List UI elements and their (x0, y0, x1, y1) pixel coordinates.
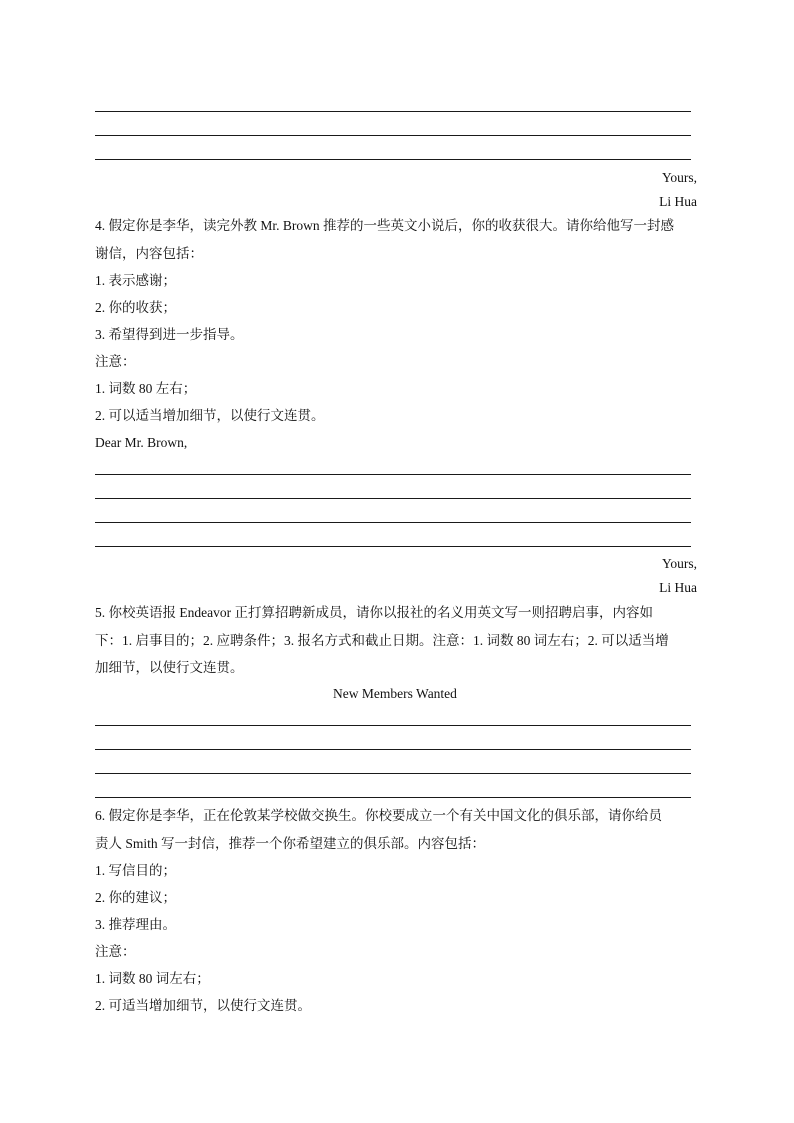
q4-closing: Yours, (661, 556, 697, 571)
q4-prompt: 4. 假定你是李华，读完外教 Mr. Brown 推荐的一些英文小说后，你的收获很大。请你给他写一封感 (95, 218, 675, 233)
q4-prompt-cont: 谢信，内容包括： (95, 246, 203, 261)
q6-prompt-cont: 责人 Smith 写一封信，推荐一个你希望建立的俱乐部。内容包括： (95, 836, 486, 851)
q6-note: 1. 词数 80 词左右； (95, 971, 210, 986)
q6-prompt: 6. 假定你是李华，正在伦敦某学校做交换生。你校要成立一个有关中国文化的俱乐部，请你给员 (95, 808, 662, 823)
q4-point: 3. 希望得到进一步指导。 (95, 327, 244, 342)
writing-line (95, 111, 691, 112)
q4-point: 1. 表示感谢； (95, 273, 176, 288)
closing: Yours, (661, 170, 697, 185)
writing-line (95, 749, 691, 750)
q6-point: 2. 你的建议； (95, 890, 176, 905)
writing-line (95, 522, 691, 523)
q4-note: 2. 可以适当增加细节，以使行文连贯。 (95, 408, 325, 423)
q5-prompt: 5. 你校英语报 Endeavor 正打算招聘新成员，请你以报社的名义用英文写一则招聘启事，内容如 (95, 605, 653, 620)
q4-note: 1. 词数 80 左右； (95, 381, 197, 396)
q6-note-label: 注意： (95, 944, 136, 959)
writing-line (95, 797, 691, 798)
writing-line (95, 159, 691, 160)
q6-point: 1. 写信目的； (95, 863, 176, 878)
signature: Li Hua (659, 194, 697, 209)
writing-line (95, 725, 691, 726)
q5-heading: New Members Wanted (333, 686, 457, 701)
writing-line (95, 546, 691, 547)
q4-signature: Li Hua (659, 580, 697, 595)
writing-line (95, 773, 691, 774)
q5-prompt-cont: 下：1. 启事目的；2. 应聘条件；3. 报名方式和截止日期。注意：1. 词数 80 词左右；2. 可以适当增 (95, 633, 669, 648)
q6-point: 3. 推荐理由。 (95, 917, 176, 932)
q4-note-label: 注意： (95, 354, 136, 369)
writing-line (95, 135, 691, 136)
q6-note: 2. 可适当增加细节，以使行文连贯。 (95, 998, 311, 1013)
writing-line (95, 498, 691, 499)
q4-salutation: Dear Mr. Brown, (95, 435, 188, 450)
writing-line (95, 474, 691, 475)
q4-point: 2. 你的收获； (95, 300, 176, 315)
q5-prompt-cont: 加细节，以使行文连贯。 (95, 660, 244, 675)
